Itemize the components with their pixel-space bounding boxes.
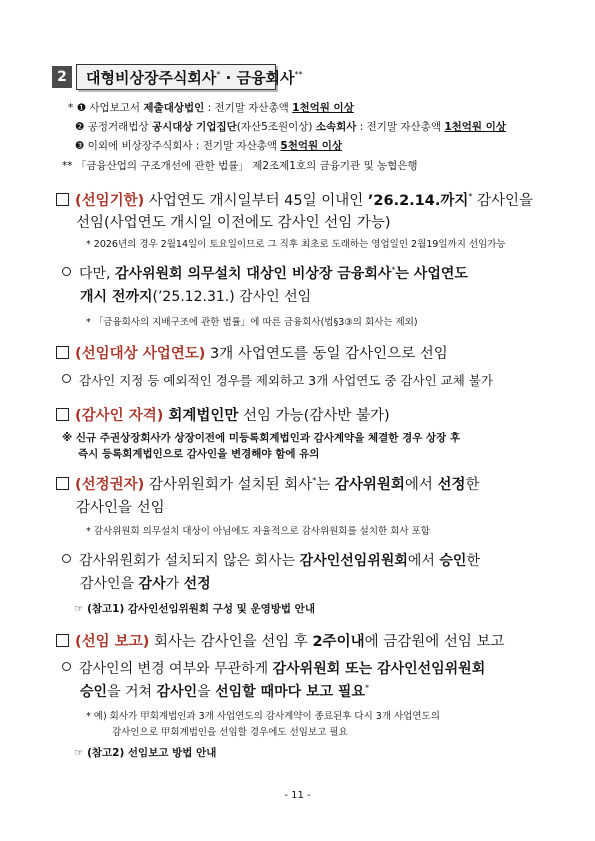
s4-line-2: 감사인을 선임 (76, 500, 165, 516)
s5-sub-line-2: 승인을 거쳐 감사인을 선임할 때마다 보고 필요* (80, 683, 369, 700)
s5-sub-line-1: 감사인의 변경 여부와 무관하게 감사위원회 또는 감사인선임위원회 (62, 658, 485, 678)
checkbox-icon (56, 408, 69, 421)
circle-bullet-icon (62, 374, 71, 383)
section-title: 대형비상장주식회사* · 금융회사** (86, 69, 303, 87)
section-number: 2 (52, 66, 72, 88)
circle-bullet-icon (62, 554, 71, 563)
circle-bullet-icon (62, 662, 71, 671)
s4-sub-line-2: 감사인을 감사가 선정 (80, 576, 211, 592)
checkbox-icon (56, 634, 69, 647)
s4-reference: ☞ (참고1) 감사인선임위원회 구성 및 운영방법 안내 (74, 603, 315, 615)
s4-note: * 감사위원회 의무설치 대상이 아님에도 자율적으로 감사위원회를 설치한 회사 포함 (86, 526, 430, 537)
s2-sub: 감사인 지정 등 예외적인 경우를 제외하고 3개 사업연도 중 감사인 교체 불가 (62, 371, 493, 389)
s5-reference: ☞ (참고2) 선임보고 방법 안내 (74, 747, 217, 759)
circle-bullet-icon (62, 267, 71, 276)
s1-note: * 2026년의 경우 2월14일이 토요일이므로 그 직후 최초로 도래하는 영업일인 2월19일까지 선임가능 (86, 239, 506, 250)
s5-line: (선임 보고) 회사는 감사인을 선임 후 2주이내에 금감원에 선임 보고 (56, 630, 504, 651)
definition-line-3: ❸ 이외에 비상장주식회사 : 전기말 자산총액 5천억원 이상 (75, 140, 343, 152)
s5-note-2: 감사인으로 甲회계법인을 선임할 경우에도 선임보고 필요 (112, 727, 348, 738)
s5-note-1: * 예) 회사가 甲회계법인과 3개 사업연도의 감사계약이 종료된후 다시 3개 사업연도의 (86, 711, 440, 722)
s4-sub-line-1: 감사위원회가 설치되지 않은 회사는 감사인선임위원회에서 승인한 (62, 550, 480, 570)
checkbox-icon (56, 346, 69, 359)
checkbox-icon (56, 193, 69, 206)
s4-line-1: (선정권자) 감사위원회가 설치된 회사*는 감사위원회에서 선정한 (56, 473, 480, 494)
s1-sub-line-1: 다만, 감사위원회 의무설치 대상인 비상장 금융회사*는 사업연도 (62, 263, 468, 283)
definition-line-1: * ❶ 사업보고서 제출대상법인 : 전기말 자산총액 1천억원 이상 (68, 102, 354, 114)
checkbox-icon (56, 477, 69, 490)
definition-line-4: ** 「금융산업의 구조개선에 관한 법률」 제2조제1호의 금융기관 및 농협은행 (62, 160, 418, 172)
s1-sub-line-2: 개시 전까지(’25.12.31.) 감사인 선임 (80, 289, 312, 305)
s1-line-1: (선임기한) 사업연도 개시일부터 45일 이내인 ’26.2.14.까지* 감사인을 (56, 189, 533, 210)
s3-line: (감사인 자격) 회계법인만 선임 가능(감사반 불가) (56, 404, 390, 425)
s1-line-2: 선임(사업연도 개시일 이전에도 감사인 선임 가능) (76, 215, 391, 231)
page-number: - 11 - (284, 790, 311, 801)
s3-note-1: ※ 신규 주권상장회사가 상장이전에 미등록회계법인과 감사계약을 체결한 경우 상장 후 (62, 432, 461, 444)
s2-line: (선임대상 사업연도) 3개 사업연도를 동일 감사인으로 선임 (56, 342, 448, 363)
s1-note-2: * 「금융회사의 지배구조에 관한 법률」에 따른 금융회사(법§3③의 회사는 제외) (86, 317, 418, 328)
s3-note-2: 즉시 등록회계법인으로 감사인을 변경해야 함에 유의 (78, 448, 320, 460)
definition-line-2: ❷ 공정거래법상 공시대상 기업집단(자산5조원이상) 소속회사 : 전기말 자산총액 1천억원 이상 (75, 121, 506, 133)
